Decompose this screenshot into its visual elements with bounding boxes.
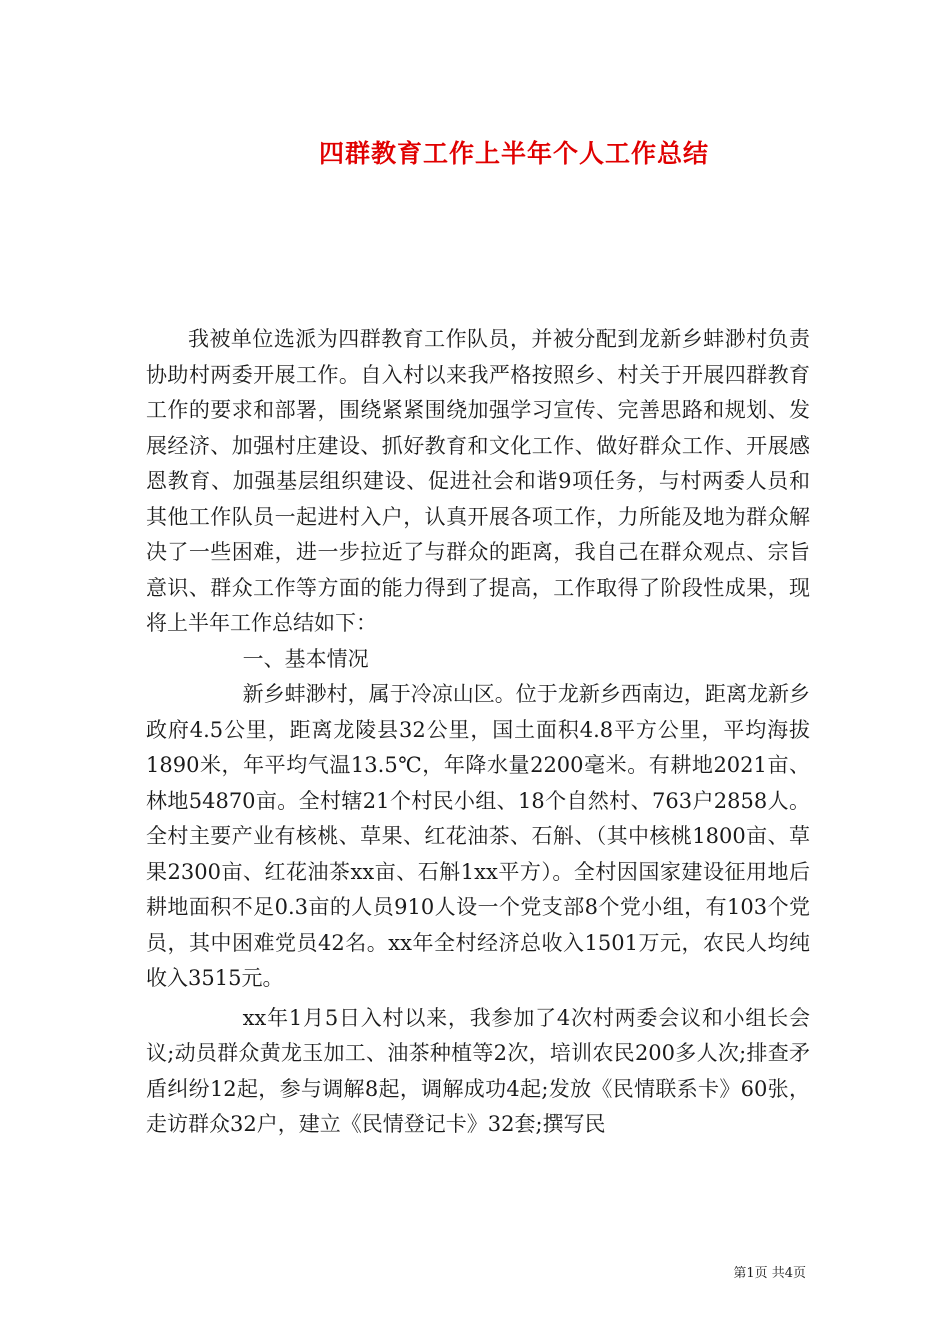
document-title: 四群教育工作上半年个人工作总结 — [318, 139, 709, 168]
section-heading-basic-info: 一、基本情况 — [242, 646, 369, 671]
activities-paragraph: xx年1月5日入村以来，我参加了4次村两委会议和小组长会议;动员群众黄龙玉加工、油茶种植等2次，培训农民200多人次;排查矛盾纠纷12起，参与调解8起，调解成功4起;发放《民情联系卡》60张，走访群众32户，建立《民情登记卡》32套;撰写民 — [146, 1005, 810, 1136]
document-body — [146, 322, 810, 1143]
page-number: 第1页 共4页 — [733, 1266, 806, 1281]
basic-info-paragraph: 新乡蚌渺村，属于冷凉山区。位于龙新乡西南边，距离龙新乡政府4.5公里，距离龙陵县32公里，国土面积4.8平方公里，平均海拔1890米，年平均气温13.5℃，年降水量2200毫米。有耕地2021亩、林地54870亩。全村辖21个村民小组、18个自然村、763户2858人。全村主要产业有核桃、草果、红花油茶、石斛、（其中核桃1800亩、草果2300亩、红花油茶xx亩、石斛1xx平方）。全村因国家建设征用地后耕地面积不足0.3亩的人员910人设一个党支部8个党小组，有103个党员，其中困难党员42名。xx年全村经济总收入1501万元，农民人均纯收入3515元。 — [146, 682, 810, 990]
intro-paragraph: 我被单位选派为四群教育工作队员，并被分配到龙新乡蚌渺村负责协助村两委开展工作。自入村以来我严格按照乡、村关于开展四群教育工作的要求和部署，围绕紧紧围绕加强学习宣传、完善思路和规划、发展经济、加强村庄建设、抓好教育和文化工作、做好群众工作、开展感恩教育、加强基层组织建设、促进社会和谐9项任务，与村两委人员和其他工作队员一起进村入户，认真开展各项工作，力所能及地为群众解决了一些困难，进一步拉近了与群众的距离，我自己在群众观点、宗旨意识、群众工作等方面的能力得到了提高，工作取得了阶段性成果，现将上半年工作总结如下： — [146, 327, 810, 635]
